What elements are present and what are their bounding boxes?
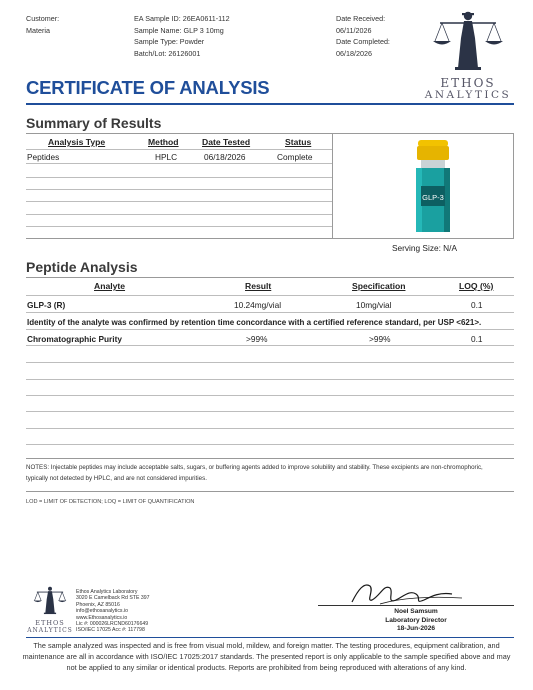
- spec-glp3: 10mg/vial: [356, 300, 392, 310]
- table-row-rule: [26, 411, 514, 412]
- peptide-vial-image: [333, 134, 513, 238]
- table-row-rule: [26, 428, 514, 429]
- summary-row-method: HPLC: [155, 152, 178, 162]
- result-glp3: 10.24mg/vial: [234, 300, 282, 310]
- date-received: 06/11/2026: [336, 25, 372, 35]
- serving-size: Serving Size: N/A: [392, 243, 458, 253]
- footer-logo-wordmark-top: ETHOS: [35, 619, 65, 627]
- table-row-rule: [26, 201, 332, 202]
- table-row-rule: [26, 226, 332, 227]
- customer-label: Customer:: [26, 14, 60, 23]
- ethos-logo: [420, 8, 516, 100]
- lab-address-block: [76, 589, 150, 634]
- peptide-heading: Peptide Analysis: [26, 259, 138, 275]
- loq-glp3: 0.1: [471, 300, 483, 310]
- abbreviations: LOD = LIMIT OF DETECTION; LOQ = LIMIT OF QUANTIFICATION: [26, 499, 195, 505]
- signatory-block: [318, 608, 514, 634]
- table-row-rule: [26, 345, 514, 346]
- sample-type: Sample Type: Powder: [134, 37, 205, 46]
- col-result: Result: [245, 281, 272, 291]
- col-specification: Specification: [352, 281, 406, 291]
- justice-statue-icon: [420, 8, 516, 72]
- footer-rule: [26, 637, 514, 638]
- signatory-name: Noel Samsum: [394, 608, 438, 615]
- table-row-rule: [26, 312, 514, 313]
- date-completed: 06/18/2026: [336, 48, 372, 58]
- notes-rule: [26, 491, 514, 492]
- table-row-rule: [26, 362, 514, 363]
- notes-label: NOTES:: [26, 464, 50, 471]
- date-received-label: Date Received:: [336, 14, 386, 23]
- sample-name: Sample Name: GLP 3 10mg: [134, 25, 224, 35]
- summary-row-date: 06/18/2026: [204, 152, 246, 162]
- logo-wordmark-bottom: ANALYTICS: [424, 89, 512, 101]
- table-row-rule: [26, 444, 514, 445]
- lab-license: Lic #: 000026LRCND60176649: [76, 621, 149, 628]
- table-row-rule: [26, 189, 332, 190]
- batch-lot: Batch/Lot: 26126001: [134, 48, 201, 58]
- spec-purity: >99%: [369, 334, 391, 344]
- lab-address-1: 3020 E Camelback Rd STE 397: [76, 595, 150, 602]
- page-title: CERTIFICATE OF ANALYSIS: [26, 77, 270, 98]
- col-date-tested: Date Tested: [202, 137, 251, 147]
- summary-heading: Summary of Results: [26, 115, 162, 131]
- signature-line: [318, 605, 514, 606]
- table-row-rule: [26, 214, 332, 215]
- notes: [26, 462, 516, 484]
- table-row-rule: [26, 177, 332, 178]
- table-row-rule: [26, 329, 514, 330]
- table-row-rule: [26, 395, 514, 396]
- analyte-glp3: GLP-3 (R): [27, 300, 66, 310]
- lab-iso-accreditation: ISO/IEC 17025 Acc #: 117798: [76, 627, 145, 634]
- lab-email: info@ethosanalytics.io: [76, 608, 128, 615]
- notes-text-1: Injectable peptides may include acceptable salts, sugars, or buffering agents added to improve solubility and stability. These excipients are non-chromophoric,: [49, 464, 483, 471]
- loq-purity: 0.1: [471, 334, 483, 344]
- footer-line-3: not be applied to any similar or identical products. Reports are prohibited from being reproduced with alterations of any kind.: [66, 663, 467, 672]
- footer-logo-wordmark-bottom: ANALYTICS: [27, 627, 73, 634]
- signatory-title: Laboratory Director: [385, 616, 447, 624]
- logo-wordmark-top: ETHOS: [440, 76, 496, 90]
- peptide-header-rule: [26, 295, 514, 296]
- product-image-frame: [332, 133, 514, 239]
- vial-label-text: GLP-3: [422, 193, 444, 202]
- table-row-rule: [26, 163, 332, 164]
- customer-block: [26, 13, 59, 36]
- peptide-top-rule: [26, 277, 514, 278]
- footer-line-1: The sample analyzed was inspected and is free from visual mold, mildew, and foreign matter. The testing procedures, equipment calibration, and: [33, 641, 500, 650]
- analyte-purity: Chromatographic Purity: [27, 334, 122, 344]
- sample-info-block: [134, 13, 230, 59]
- identity-note: Identity of the analyte was confirmed by retention time concordance with a certified reference standard, per USP <621>.: [27, 318, 482, 327]
- peptide-bottom-rule: [26, 458, 514, 459]
- lab-name: Ethos Analytics Laboratory: [76, 589, 138, 595]
- footer-ethos-logo: [26, 585, 74, 633]
- signature-date: 18-Jun-2026: [396, 625, 436, 633]
- summary-bottom-rule: [26, 238, 332, 239]
- col-status: Status: [285, 137, 312, 147]
- lab-address-2: Phoenix, AZ 85016: [76, 601, 120, 608]
- dates-block: [336, 13, 390, 59]
- summary-row-analysis: Peptides: [27, 152, 60, 162]
- title-underline: [26, 103, 514, 105]
- col-analyte: Analyte: [94, 281, 126, 291]
- col-analysis-type: Analysis Type: [48, 137, 106, 147]
- table-row-rule: [26, 379, 514, 380]
- notes-text-2: typically not detected by HPLC, and are not considered impurities.: [26, 475, 207, 482]
- lab-website: www.Ethosanalytics.io: [76, 614, 128, 621]
- footer-line-2: maintenance are all in accordance with ISO/IEC 17025:2017 standards. The presented report is only applicable to the sample specified above and may: [22, 652, 511, 661]
- summary-row-status: Complete: [277, 152, 313, 162]
- col-loq: LOQ (%): [459, 281, 494, 291]
- justice-statue-icon: [26, 585, 74, 615]
- result-purity: >99%: [246, 334, 268, 344]
- footer-disclaimer: [18, 640, 515, 673]
- ea-sample-id: EA Sample ID: 26EA0611-112: [134, 14, 230, 23]
- customer-value: Materia: [26, 25, 50, 35]
- date-completed-label: Date Completed:: [336, 37, 390, 46]
- col-method: Method: [148, 137, 179, 147]
- summary-header-rule: [26, 149, 332, 150]
